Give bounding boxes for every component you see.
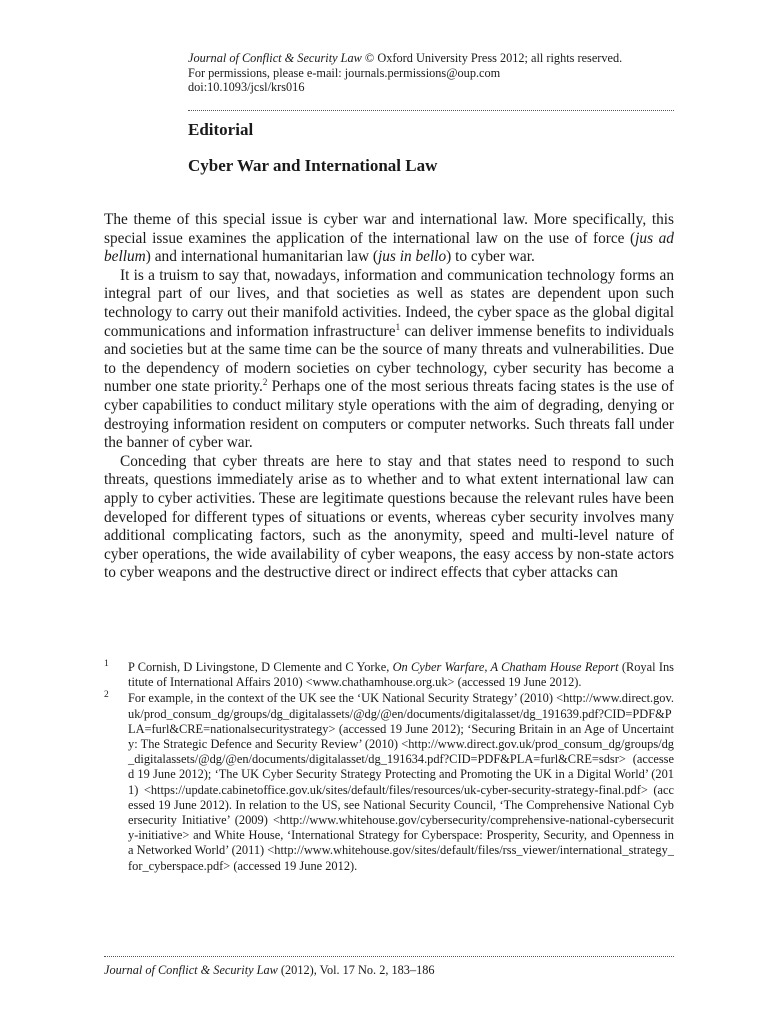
journal-header: [188, 51, 678, 95]
paragraph-2: It is a truism to say that, nowadays, information and communication technology forms an integral part of our lives, and that societies as well as states are dependent upon such technology to carry out their manifold activities. Indeed, the cyber space as the global digital communications and information infrastructure$^1$ can deliver immense benefits to individuals and societies but at the same time can be the source of many threats and vulnerabilities. Due to the dependency of modern societies on cyber technology, cyber security has become a number one state priority.$^2$ Perhaps one of the most serious threats facing states is the use of cyber capabilities to conduct military style operations with the aim of degrading, denying or destroying information resident on computers or computer networks. Such threats fall under the banner of cyber war.: [104, 266, 674, 452]
permissions-line: For permissions, please e-mail: journals.permissions@oup.com: [188, 65, 501, 80]
footnotes: [104, 660, 674, 875]
article-body: [104, 211, 674, 583]
footnote-number: 1: [104, 659, 109, 669]
footnote-2: 2 For example, in the context of the UK see the ‘UK National Security Strategy’ (2010) <http://www.direct.gov.uk/prod_consum_dg/groups/dg_digitalassets/@dg/@en/documents/digitalasset/dg_191639.pdf?CID=PDF&PLA=furl&CRE=nationalsecuritystrategy> (accessed 19 June 2012); ‘Securing Britain in an Age of Uncertainty: The Strategic Defence and Security Review’ (2010) <http://www.direct.gov.uk/prod_consum_dg/groups/dg_digitalassets/@dg/@en/documents/digitalasset/dg_191634.pdf?CID=PDF&PLA=furl&CRE=sdsr> (accessed 19 June 2012); ‘The UK Cyber Security Strategy Protecting and Promoting the UK in a Digital World’ (2011) <https://update.cabinetoffice.gov.uk/sites/default/files/resources/uk-cyber-security-strategy-final.pdf> (accessed 19 June 2012). In relation to the US, see National Security Council, ‘The Comprehensive National Cybersecurity Initiative’ (2009) <http://www.whitehouse.gov/cybersecurity/comprehensive-national-cybersecurity-initiative> and White House, ‘International Strategy for Cyberspace: Prosperity, Security, and Openness in a Networked World’ (2011) <http://www.whitehouse.gov/sites/default/files/rss_viewer/international_strategy_for_cyberspace.pdf> (accessed 19 June 2012).: [104, 690, 674, 873]
footer-citation: (2012), Vol. 17 No. 2, 183–186: [277, 963, 435, 977]
footer-divider: [104, 956, 674, 957]
footnote-1: 1 P Cornish, D Livingstone, D Clemente and C Yorke, On Cyber Warfare, A Chatham House Report (Royal Institute of International Affairs 2010) <www.chathamhouse.org.uk> (accessed 19 June 2012).: [104, 659, 675, 690]
paragraph-3: Conceding that cyber threats are here to stay and that states need to respond to such threats, questions immediately arise as to whether and to what extent international law can apply to cyber activities. These are legitimate questions because the relevant rules have been developed for different types of situations or events, whereas cyber security involves many additional complicating factors, such as the anonymity, speed and multi-level nature of cyber operations, the wide availability of cyber weapons, the easy access by non-state actors to cyber weapons and the destructive direct or indirect effects that cyber attacks can: [104, 452, 674, 582]
journal-name: Journal of Conflict & Security Law: [188, 51, 362, 65]
paragraph-1: The theme of this special issue is cyber war and international law. More specifically, this special issue examines the application of the international law on the use of force (jus ad bellum) and international humanitarian law (jus in bello) to cyber war.: [104, 211, 674, 266]
footnote-number: 2: [104, 690, 109, 701]
footer-journal-name: Journal of Conflict & Security Law: [104, 963, 278, 977]
journal-footer: [104, 963, 435, 978]
footnote-ref-2[interactable]: 2: [262, 377, 268, 388]
footnote-ref-1[interactable]: 1: [395, 321, 401, 332]
article-title: Cyber War and International Law: [188, 156, 438, 175]
article-type-label: Editorial: [188, 120, 254, 139]
doi-line: doi:10.1093/jcsl/krs016: [188, 80, 305, 94]
rights-text: © Oxford University Press 2012; all rights reserved.: [361, 51, 623, 65]
copyright-line: [188, 51, 678, 66]
header-divider: [188, 110, 674, 111]
